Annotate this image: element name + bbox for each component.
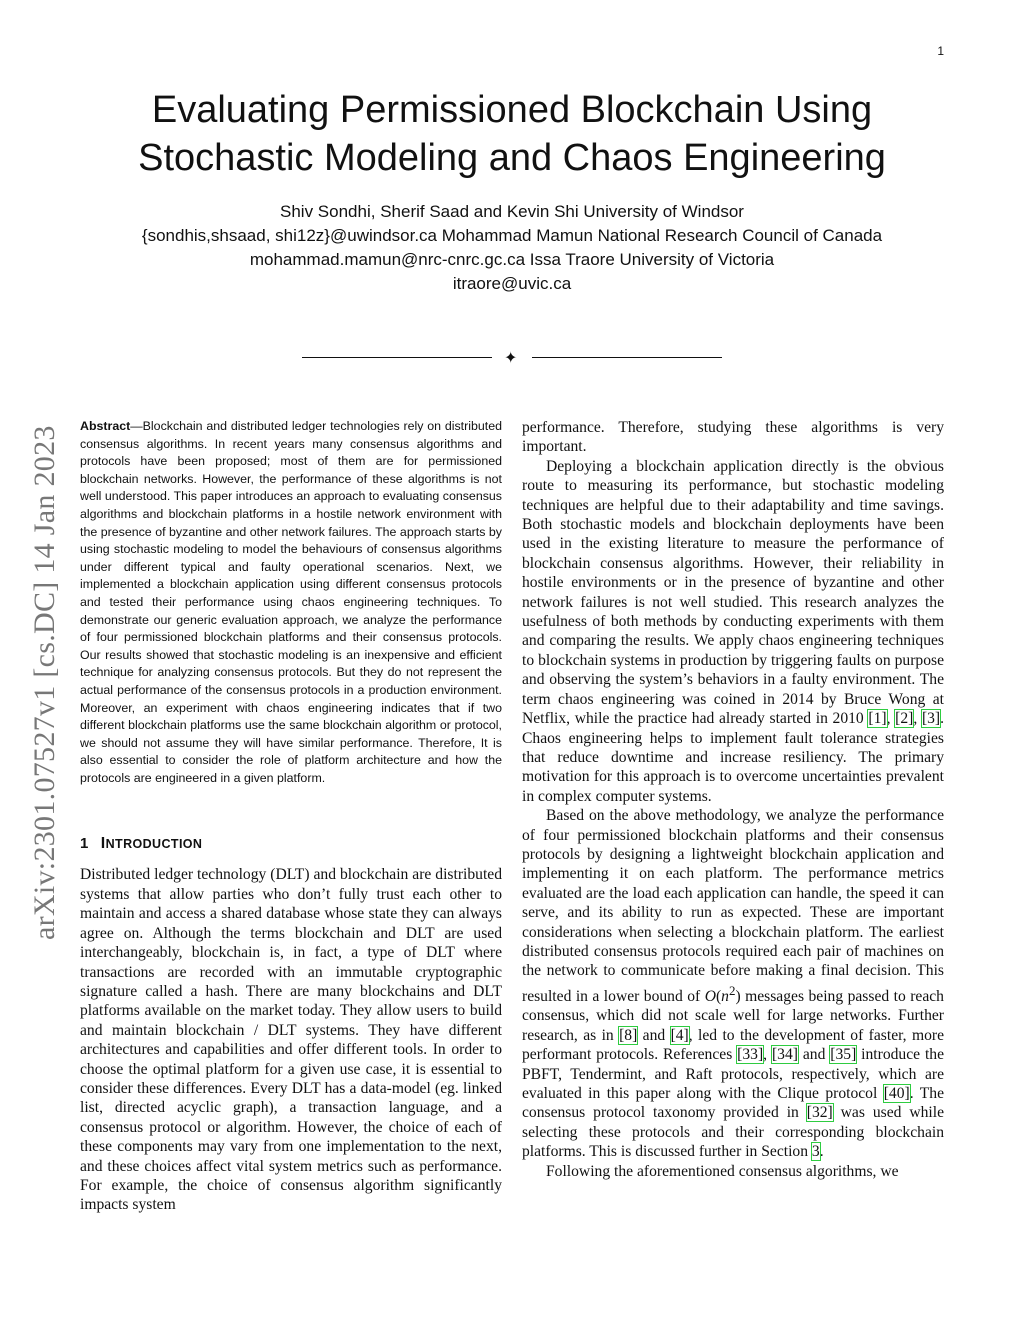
text-run: ,: [763, 1046, 772, 1064]
section-number: 1: [80, 835, 89, 853]
title-line-2: Stochastic Modeling and Chaos Engineering: [138, 137, 886, 179]
author-line-2: {sondhis,shsaad, shi12z}@uwindsor.ca Mohammad Mamun National Research Council of Canada: [141, 226, 883, 245]
abstract: [80, 418, 502, 787]
separator-line-left: [302, 357, 492, 358]
citation-link[interactable]: [8]: [619, 1026, 638, 1044]
section-title-rest: NTRODUCTION: [105, 837, 203, 852]
text-run: messages being passed to reach consensus, which did not scale well for large networks. Further research, as in: [522, 987, 944, 1044]
citation-link[interactable]: [33]: [737, 1046, 764, 1064]
text-run: Deploying a blockchain application directly is the obvious route to measuring its performance, but stochastic modeling techniques are helpful due to their adaptability and time savings. Both stochastic models and blockchain deployments have been used in the existing literature to measure the performance of blockchain consensus algorithms. However, their reliability in hostile environments or in the presence of byzantine and other network failures is not well studied. This research analyzes the usefulness of both methods by conducting experiments with them and comparing the results. We apply chaos engineering techniques to blockchain systems in production by triggering faults on purpose and observing the system’s behaviors in a faulty environment. The term chaos engineering was coined in 2014 by Bruce Wong at Netflix, while the practice had already started in 2010: [522, 457, 944, 728]
paper-title: [0, 86, 1024, 182]
text-run: Based on the above methodology, we analyze the performance of four permissioned blockchain platforms and their consensus protocols by designing a lightweight blockchain application and implementing it on each platform. The performance metrics evaluated are the load each application can handle, the speed it can serve, and its ability to run as expected. These are important considerations when selecting a blockchain platform. The earliest distributed consensus protocols required each pair of machines on the network to communicate before making a final decision. This resulted in a lower bound of: [522, 807, 944, 1005]
author-line-1: Shiv Sondhi, Sherif Saad and Kevin Shi University of Windsor: [280, 202, 744, 221]
citation-link[interactable]: [32]: [806, 1104, 833, 1122]
intro-paragraph-1: Distributed ledger technology (DLT) and blockchain are distributed systems that allow parties who don’t fully trust each other to maintain and access a shared database whose state they can always agree on. Although the terms blockchain and DLT are used interchangeably, blockchain is, in fact, a type of DLT where transactions are recorded with an immutable cryptographic signature called a hash. There are many blockchains and DLT platforms available on the market today. They allow users to build and maintain blockchain / DLT systems. They have different architectures and capabilities and offer different tools. In order to choose the optimal platform for a given use case, it is essential to consider these differences. Every DLT has a data-model (eg. linked list, directed acyclic graph), a transaction language, and a consensus protocol or algorithm. However, the choice of each of these components may vary from one implementation to the next, and these choices affect vital system metrics such as performance. For example, the choice of consensus algorithm significantly impacts system: [80, 866, 502, 1214]
text-run: ,: [886, 710, 896, 728]
right-paragraph-1: performance. Therefore, studying these algorithms is very important.: [522, 419, 944, 456]
math-paren: ): [735, 987, 741, 1005]
math-exponent: 2: [728, 982, 736, 998]
author-block: [0, 200, 1024, 296]
arxiv-stamp: arXiv:2301.07527v1 [cs.DC] 14 Jan 2023: [28, 425, 61, 940]
title-line-1: Evaluating Permissioned Blockchain Using: [151, 89, 873, 131]
abstract-label: Abstract: [80, 419, 131, 433]
math-paren: (: [715, 987, 722, 1005]
citation-link[interactable]: [35]: [830, 1046, 857, 1064]
author-line-4: itraore@uvic.ca: [452, 274, 572, 293]
section-heading-introduction: [80, 835, 502, 853]
text-run: and: [637, 1026, 671, 1044]
right-column: [522, 418, 944, 1181]
title-separator: [302, 348, 722, 368]
section-title-initial: I: [100, 835, 106, 853]
citation-link[interactable]: [3]: [921, 710, 941, 728]
citation-link[interactable]: [40]: [883, 1085, 910, 1102]
text-run: , led to the development of faster, more performant protocols. References: [522, 1026, 944, 1064]
right-paragraph-4: Following the aforementioned consensus algorithms, we: [546, 1162, 899, 1180]
right-paragraph-2: [522, 457, 944, 806]
text-run: was used while selecting these protocols and their corresponding blockchain platforms. This is discussed further in Section: [522, 1104, 944, 1161]
text-run: and: [797, 1046, 831, 1064]
separator-line-right: [532, 357, 722, 358]
author-line-3: mohammad.mamun@nrc-cnrc.gc.ca Issa Traore University of Victoria: [249, 250, 775, 269]
citation-link[interactable]: [34]: [771, 1046, 798, 1064]
text-run: . The consensus protocol taxonomy provided in: [522, 1085, 944, 1122]
citation-link[interactable]: [1]: [868, 710, 887, 728]
page-number: 1: [937, 44, 944, 58]
right-paragraph-3: [522, 806, 944, 1162]
math-n: n: [721, 987, 729, 1005]
section-reference-link[interactable]: 3: [811, 1143, 820, 1161]
citation-link[interactable]: [4]: [670, 1026, 689, 1044]
math-big-o: O: [704, 987, 716, 1005]
text-run: ,: [913, 710, 922, 728]
text-run: . Chaos engineering helps to implement fault tolerance strategies that reduce downtime and increase resiliency. The primary motivation for this approach is to overcome uncertainties prevalent in complex computer systems.: [522, 710, 945, 805]
text-run: .: [819, 1143, 824, 1161]
text-run: introduce the PBFT, Tendermint, and Raft protocols, respectively, which are evaluated in this paper along with the Clique protocol: [522, 1046, 945, 1102]
abstract-text: —Blockchain and distributed ledger technologies rely on distributed consensus algorithms. In recent years many consensus algorithms and protocols have been proposed; most of them are for permissioned blockchain networks. However, the performance of these algorithms is not well understood. This paper introduces an approach to evaluating consensus algorithms and blockchain platforms in a hostile network environment with the presence of byzantine and other network failures. The approach starts by using stochastic modeling to model the behaviours of consensus algorithms under different typical and faulty operational scenarios. Next, we implemented a blockchain application using different consensus protocols and tested their performance using chaos engineering techniques. To demonstrate our generic evaluation approach, we analyze the performance of four permissioned blockchain platforms and their consensus protocols. Our results showed that stochastic modeling is an inexpensive and efficient technique for analyzing consensus protocols. But they do not represent the actual performance of the consensus protocols in a production environment. Moreover, an experiment with chaos engineering indicates that if two different blockchain platforms use the same blockchain algorithm or protocol, we should not assume they will have similar performance. Therefore, It is also essential to consider the role of platform architecture and how the protocols are engineered in a given platform.: [80, 419, 502, 785]
separator-star-icon: ✦: [504, 348, 518, 367]
citation-link[interactable]: [2]: [895, 710, 914, 728]
left-column: [80, 418, 502, 1215]
